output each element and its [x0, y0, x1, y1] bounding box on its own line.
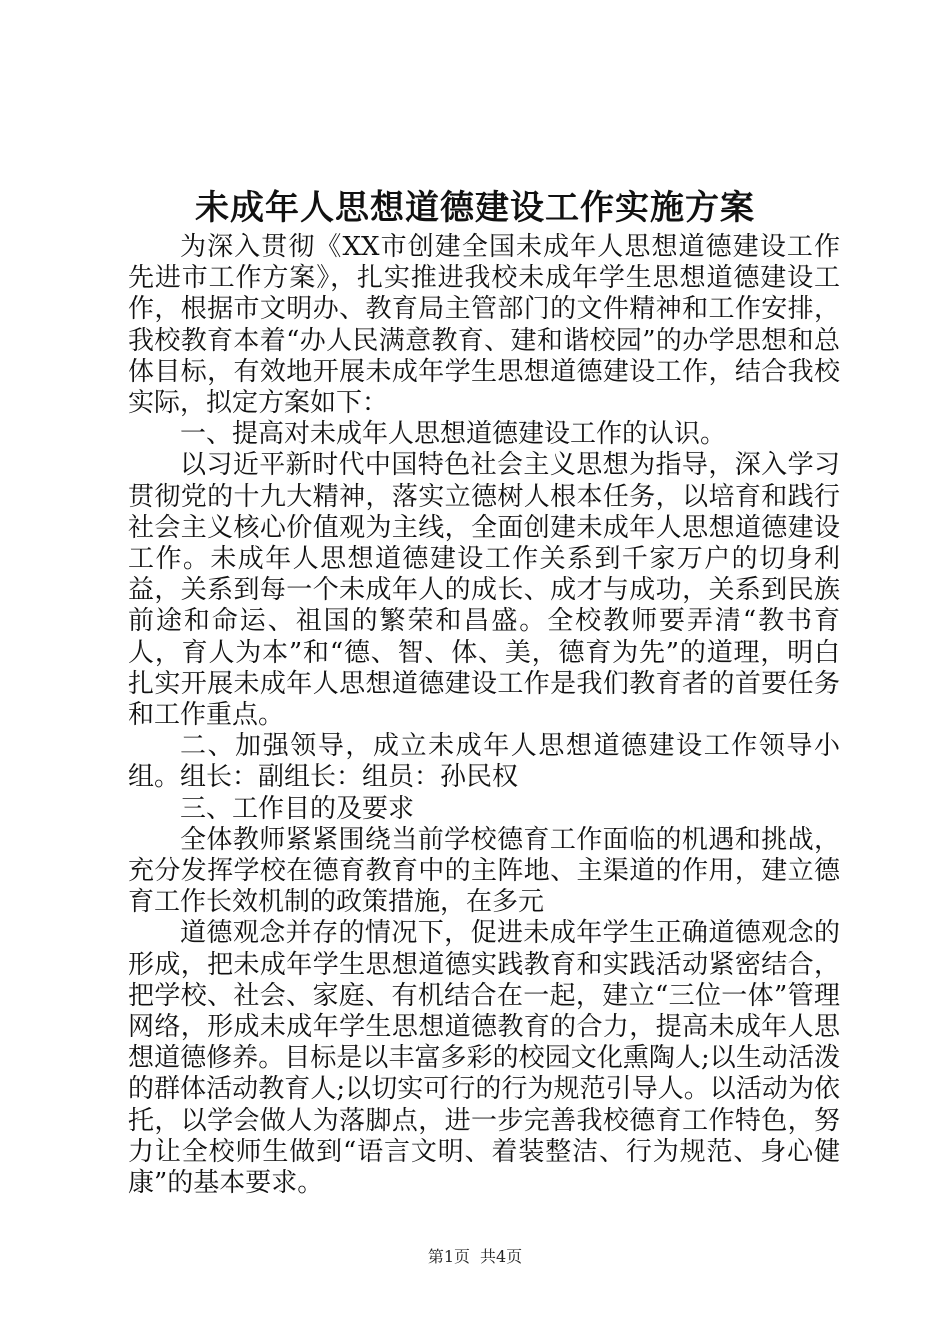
paragraph-section-1: 以习近平新时代中国特色社会主义思想为指导，深入学习贯彻党的十九大精神，落实立德树人根本任务，以培育和践行社会主义核心价值观为主线，全面创建未成年人思想道德建设工作。未成年人思想道德建设工作关系到千家万户的切身利益，关系到每一个未成年人的成长、成才与成功，关系到民族前途和命运、祖国的繁荣和昌盛。全校教师要弄清“教书育人，育人为本”和“德、智、体、美，德育为先”的道理，明白扎实开展未成年人思想道德建设工作是我们教育者的首要任务和工作重点。: [128, 450, 840, 731]
page-number: 第1页: [427, 1247, 470, 1266]
document-body: [128, 232, 840, 1199]
paragraph-section-3a: 全体教师紧紧围绕当前学校德育工作面临的机遇和挑战，充分发挥学校在德育教育中的主阵地、主渠道的作用，建立德育工作长效机制的政策措施，在多元: [128, 824, 840, 918]
paragraph-intro: 为深入贯彻《XX市创建全国未成年人思想道德建设工作先进市工作方案》，扎实推进我校未成年学生思想道德建设工作，根据市文明办、教育局主管部门的文件精神和工作安排，我校教育本着“办人民满意教育、建和谐校园”的办学思想和总体目标，有效地开展未成年学生思想道德建设工作，结合我校实际，拟定方案如下：: [128, 232, 840, 419]
page-total: 共4页: [480, 1247, 523, 1266]
heading-section-2: 二、加强领导，成立未成年人思想道德建设工作领导小组。组长：副组长：组员：孙民权: [128, 731, 840, 793]
heading-section-3: 三、工作目的及要求: [180, 793, 415, 824]
heading-section-1: 一、提高对未成年人思想道德建设工作的认识。: [180, 419, 727, 450]
paragraph-section-3b: 道德观念并存的情况下，促进未成年学生正确道德观念的形成，把未成年学生思想道德实践教育和实践活动紧密结合，把学校、社会、家庭、有机结合在一起，建立“三位一体”管理网络，形成未成年学生思想道德教育的合力，提高未成年人思想道德修养。目标是以丰富多彩的校园文化熏陶人;以生动活泼的群体活动教育人;以切实可行的行为规范引导人。以活动为依托，以学会做人为落脚点，进一步完善我校德育工作特色，努力让全校师生做到“语言文明、着装整洁、行为规范、身心健康”的基本要求。: [128, 918, 840, 1199]
page-footer: [0, 1246, 950, 1268]
document-title: 未成年人思想道德建设工作实施方案: [195, 188, 755, 228]
